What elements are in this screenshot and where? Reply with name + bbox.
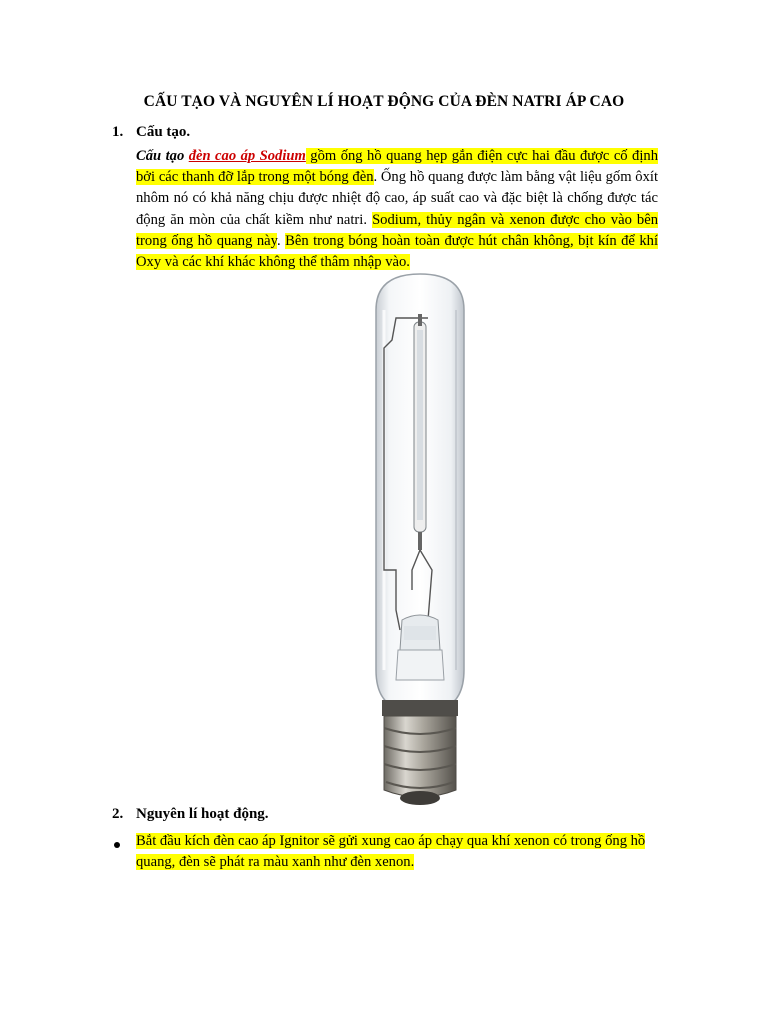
section-2-heading [112, 806, 269, 823]
section-1-paragraph [136, 146, 658, 273]
section-2-bullet [136, 831, 656, 873]
page-title: CẤU TẠO VÀ NGUYÊN LÍ HOẠT ĐỘNG CỦA ĐÈN NATRI ÁP CAO [143, 93, 625, 110]
highlight-e: Bên trong bóng hoàn toàn được hút chân không, bịt kín để khí Oxy và các khí khác không thể thâm nhập vào. [136, 232, 659, 271]
text-d: . [276, 232, 286, 249]
highlight-a: gồm ống hồ quang hẹp gắn điện cực hai đầu được cố định bởi các thanh đỡ lắp trong một bóng đèn [136, 148, 658, 186]
sodium-lamp-image [340, 270, 500, 810]
section-1-title: Cấu tạo. [136, 124, 191, 140]
section-2-title: Nguyên lí hoạt động. [136, 806, 269, 822]
section-2-number: 2. [112, 806, 124, 822]
paragraph-lead: Cấu tạo [136, 148, 185, 164]
highlight-c: Sodium, thủy ngân và xenon được cho vào bên trong ống hồ quang này [136, 211, 658, 249]
section-1-number: 1. [112, 124, 124, 140]
bullet-text: Bắt đầu kích đèn cao áp Ignitor sẽ gửi xung cao áp chạy qua khí xenon có trong ống hồ quang, đèn sẽ phát ra màu xanh như đèn xenon. [136, 833, 646, 871]
text-b: . Ống hồ quang được làm bằng vật liệu gốm ôxít nhôm nó có khả năng chịu được nhiệt độ cao, áp suất cao và đặc biệt là chống được tác động ăn mòn của chất kiềm như natri. [136, 169, 658, 228]
section-1-heading [112, 124, 190, 141]
sodium-lamp-link[interactable]: đèn cao áp Sodium [188, 148, 306, 164]
bullet-icon [114, 842, 120, 848]
